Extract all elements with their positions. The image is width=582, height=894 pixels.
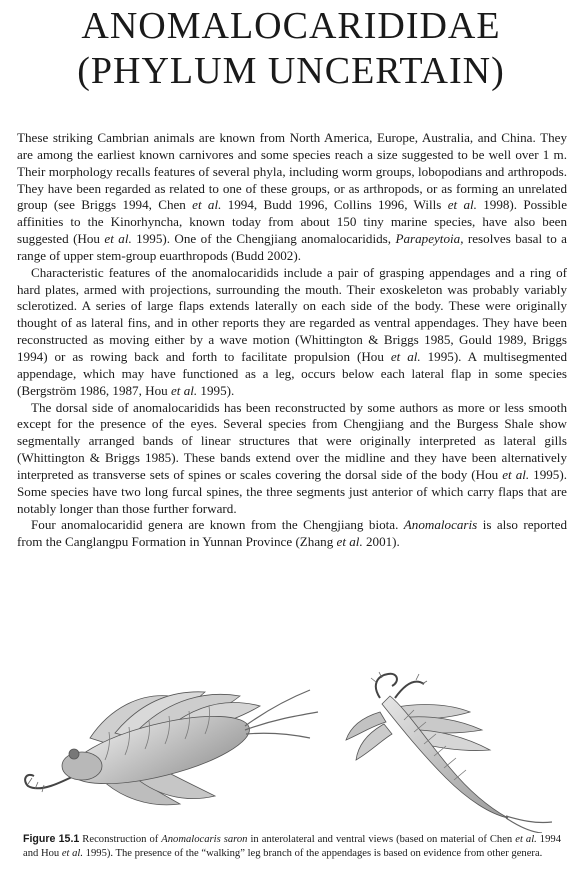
anterolateral-view [25, 690, 318, 805]
figure-15-1 [20, 668, 562, 888]
title-line-1: ANOMALOCARIDIDAE [81, 5, 501, 47]
figure-caption [23, 832, 561, 862]
body-text [17, 130, 567, 551]
title-line-2: (PHYLUM UNCERTAIN) [77, 50, 505, 92]
anomalocaris-illustration [20, 668, 562, 833]
paragraph-3: The dorsal side of anomalocaridids has been reconstructed by some authors as more or less smooth except for the presence of the eyes. Several species from Chengjiang and the Burgess Shale show segmentally arranged bands of linear structures that were originally interpreted as lateral gills (Whittington & Briggs 1985). These bands extend over the midline and they have been alternatively interpreted as transverse sets of spines or scales covering the dorsal side of the body (Hou et al. 1995). Some species have two long furcal spines, the three segments just anterior of which carry flaps that are notably longer than those further forward. [17, 399, 567, 516]
paragraph-2: Characteristic features of the anomalocaridids include a pair of grasping appendages and a ring of hard plates, armed with projections, surrounding the mouth. Their exoskeleton was probably variably sclerotized. A series of large flaps extends laterally on each side of the body. These were originally thought of as lateral fins, and in other reports they are regarded as ventral appendages. They have been reconstructed as moving either by a wave motion (Whittington & Briggs 1985, Gould 1989, Briggs 1994) or as rowing back and forth to facilitate propulsion (Hou et al. 1995). A multisegmented appendage, which may have functioned as a leg, occurs below each lateral flap in some species (Bergström 1986, 1987, Hou et al. 1995). [17, 264, 567, 398]
caption-text: Reconstruction of Anomalocaris saron in anterolateral and ventral views (based on material of Chen et al. 1994 and Hou et al. 1995). The presence of the “walking” leg branch of the appendages is based on evidence from other genera. [23, 834, 561, 860]
paragraph-1: These striking Cambrian animals are known from North America, Europe, Australia, and China. They are among the earliest known carnivores and some species reach a size suggested to be well over 1 m. Their morphology recalls features of several phyla, including worm groups, lobopodians and arthropods. They have been regarded as related to one of these groups, or as arthropods, or as forming an unrelated group (see Briggs 1994, Chen et al. 1994, Budd 1996, Collins 1996, Wills et al. 1998). Possible affinities to the Kinorhyncha, known today from about 150 tiny marine species, have also been suggested (Hou et al. 1995). One of the Chengjiang anomalocaridids, Parapeytoia, resolves basal to a range of upper stem-group euarthropods (Budd 2002). [17, 130, 568, 263]
ventral-view [346, 672, 552, 833]
page-title [0, 4, 582, 94]
paragraph-4: Four anomalocaridid genera are known from the Chengjiang biota. Anomalocaris is also reported from the Canglangpu Formation in Yunnan Province (Zhang et al. 2001). [17, 517, 567, 550]
figure-label: Figure 15.1 [23, 833, 80, 845]
